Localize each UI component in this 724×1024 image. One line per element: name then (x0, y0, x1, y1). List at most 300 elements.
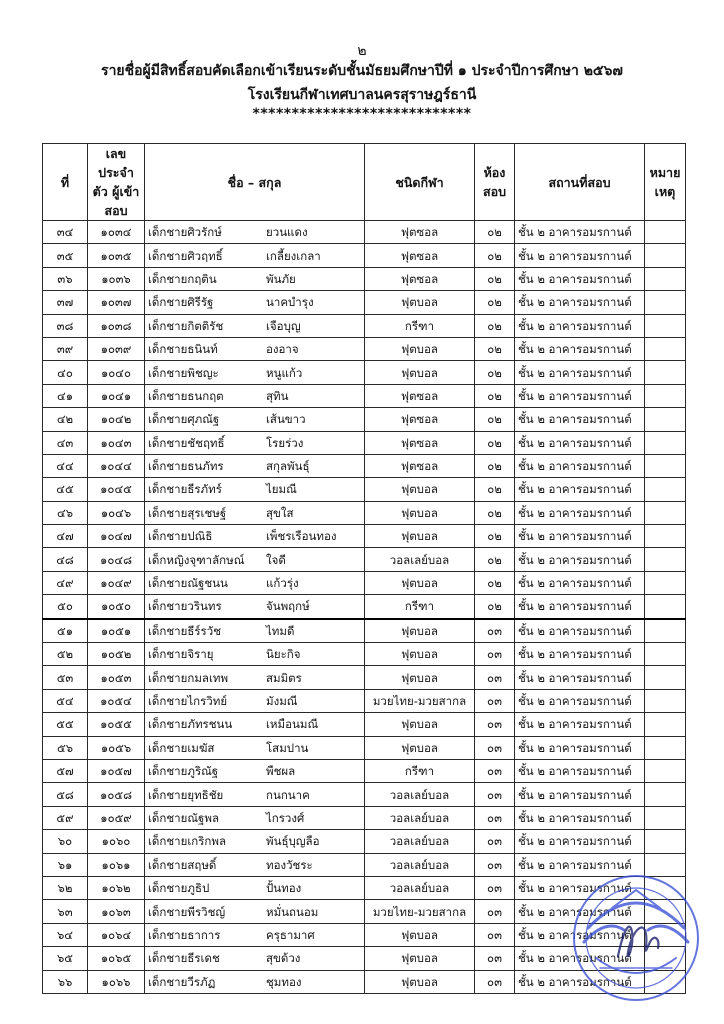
exam-room: ๐๒ (475, 408, 515, 431)
exam-venue: ชั้น ๒ อาคารอมรกานต์ (515, 454, 645, 477)
exam-venue: ชั้น ๒ อาคารอมรกานต์ (515, 830, 645, 853)
first-name: เด็กชายธนภัทร (148, 459, 224, 474)
table-row (43, 454, 686, 477)
exam-room: ๐๒ (475, 267, 515, 290)
exam-venue: ชั้น ๒ อาคารอมรกานต์ (515, 923, 645, 946)
candidate-name (145, 478, 365, 501)
exam-room: ๐๒ (475, 384, 515, 407)
candidate-id: ๑๐๓๖ (88, 267, 145, 290)
row-number: ๖๔ (43, 923, 88, 946)
row-number: ๕๔ (43, 689, 88, 712)
first-name: เด็กชายศุภณัฐ (148, 412, 220, 427)
row-number: ๖๖ (43, 970, 88, 993)
candidate-name (145, 783, 365, 806)
candidate-name (145, 221, 365, 244)
remark (645, 361, 686, 384)
exam-room: ๐๒ (475, 221, 515, 244)
candidate-name (145, 759, 365, 782)
last-name: ใจดี (266, 552, 286, 567)
first-name: เด็กชายสุรเชษฐ์ (148, 505, 227, 520)
candidate-name (145, 689, 365, 712)
row-number: ๔๘ (43, 548, 88, 571)
candidate-id: ๑๐๕๗ (88, 759, 145, 782)
row-number: ๓๙ (43, 337, 88, 360)
sport-type: ฟุตบอล (365, 619, 475, 643)
exam-venue: ชั้น ๒ อาคารอมรกานต์ (515, 947, 645, 970)
row-number: ๖๓ (43, 900, 88, 923)
last-name: โรยร่วง (266, 435, 304, 450)
last-name: หมั่นถนอม (266, 904, 319, 919)
exam-room: ๐๓ (475, 736, 515, 759)
last-name: สุขใส (266, 505, 294, 520)
row-number: ๕๘ (43, 783, 88, 806)
last-name: ครุธามาศ (266, 927, 315, 942)
exam-venue: ชั้น ๒ อาคารอมรกานต์ (515, 759, 645, 782)
first-name: เด็กชายศิวฤทธิ์ (148, 248, 223, 263)
exam-venue: ชั้น ๒ อาคารอมรกานต์ (515, 595, 645, 619)
remark (645, 830, 686, 853)
candidate-id: ๑๐๓๔ (88, 221, 145, 244)
candidate-id: ๑๐๔๘ (88, 548, 145, 571)
row-number: ๔๒ (43, 408, 88, 431)
last-name: พันธุ์บุญลือ (266, 834, 320, 849)
table-row (43, 595, 686, 619)
exam-room: ๐๒ (475, 525, 515, 548)
sport-type: กรีฑา (365, 314, 475, 337)
first-name: เด็กชายธีร์รวัช (148, 623, 221, 638)
exam-room: ๐๒ (475, 595, 515, 619)
first-name: เด็กชายธาการ (148, 927, 221, 942)
candidate-id: ๑๐๔๑ (88, 384, 145, 407)
page-number: ๒ (357, 43, 367, 59)
candidate-name (145, 830, 365, 853)
sport-type: วอลเลย์บอล (365, 853, 475, 876)
first-name: เด็กชายกิตติรัช (148, 318, 224, 333)
last-name: สมมิตร (266, 670, 302, 685)
remark (645, 431, 686, 454)
exam-venue: ชั้น ๒ อาคารอมรกานต์ (515, 643, 645, 666)
first-name: เด็กชายชัชฤทธิ์ (148, 435, 225, 450)
sport-type: ฟุตบอล (365, 478, 475, 501)
exam-venue: ชั้น ๒ อาคารอมรกานต์ (515, 806, 645, 829)
sport-type: ฟุตบอล (365, 736, 475, 759)
candidate-id: ๑๐๖๔ (88, 923, 145, 946)
candidate-id: ๑๐๖๐ (88, 830, 145, 853)
first-name: เด็กชายกมลเทพ (148, 670, 229, 685)
remark (645, 478, 686, 501)
candidate-id: ๑๐๔๗ (88, 525, 145, 548)
exam-room: ๐๓ (475, 643, 515, 666)
first-name: เด็กชายณัฐชนน (148, 576, 228, 591)
first-name: เด็กชายสฤษดิ์ (148, 857, 217, 872)
row-number: ๖๐ (43, 830, 88, 853)
exam-room: ๐๒ (475, 361, 515, 384)
sport-type: ฟุตซอล (365, 221, 475, 244)
remark (645, 314, 686, 337)
sport-type: ฟุตบอล (365, 923, 475, 946)
last-name: ชุมทอง (266, 974, 302, 989)
candidate-name (145, 876, 365, 899)
sport-type: วอลเลย์บอล (365, 876, 475, 899)
table-row (43, 525, 686, 548)
table-row (43, 314, 686, 337)
remark (645, 244, 686, 267)
candidate-name (145, 947, 365, 970)
candidate-name (145, 923, 365, 946)
sport-type: วอลเลย์บอล (365, 830, 475, 853)
sport-type: กรีฑา (365, 595, 475, 619)
header-room: ห้อง สอบ (475, 144, 515, 221)
candidate-name (145, 548, 365, 571)
exam-venue: ชั้น ๒ อาคารอมรกานต์ (515, 548, 645, 571)
candidate-name (145, 408, 365, 431)
exam-room: ๐๓ (475, 689, 515, 712)
remark (645, 291, 686, 314)
candidate-name (145, 337, 365, 360)
exam-room: ๐๓ (475, 713, 515, 736)
sport-type: มวยไทย-มวยสากล (365, 689, 475, 712)
last-name: ทองวัชระ (266, 857, 313, 872)
exam-venue: ชั้น ๒ อาคารอมรกานต์ (515, 337, 645, 360)
exam-venue: ชั้น ๒ อาคารอมรกานต์ (515, 689, 645, 712)
row-number: ๖๒ (43, 876, 88, 899)
exam-room: ๐๒ (475, 454, 515, 477)
remark (645, 689, 686, 712)
sport-type: วอลเลย์บอล (365, 548, 475, 571)
first-name: เด็กชายธนินท์ (148, 342, 218, 357)
table-row (43, 806, 686, 829)
remark (645, 501, 686, 524)
exam-venue: ชั้น ๒ อาคารอมรกานต์ (515, 713, 645, 736)
exam-venue: ชั้น ๒ อาคารอมรกานต์ (515, 221, 645, 244)
last-name: ไกรวงศ์ (266, 810, 305, 825)
remark (645, 595, 686, 619)
row-number: ๕๐ (43, 595, 88, 619)
row-number: ๖๕ (43, 947, 88, 970)
table-row (43, 619, 686, 643)
sport-type: ฟุตซอล (365, 454, 475, 477)
last-name: เพ็ชรเรือนทอง (266, 529, 337, 544)
exam-room: ๐๒ (475, 478, 515, 501)
first-name: เด็กชายยุทธิชัย (148, 787, 224, 802)
exam-venue: ชั้น ๒ อาคารอมรกานต์ (515, 970, 645, 993)
sport-type: ฟุตบอล (365, 947, 475, 970)
last-name: ปั้นทอง (266, 881, 302, 896)
first-name: เด็กชายพิชญะ (148, 365, 219, 380)
row-number: ๔๙ (43, 571, 88, 594)
exam-room: ๐๒ (475, 548, 515, 571)
last-name: เกลี้ยงเกลา (266, 248, 321, 263)
remark (645, 713, 686, 736)
remark (645, 736, 686, 759)
last-name: เจือบุญ (266, 318, 301, 333)
row-number: ๓๕ (43, 244, 88, 267)
candidate-name (145, 361, 365, 384)
exam-venue: ชั้น ๒ อาคารอมรกานต์ (515, 431, 645, 454)
remark (645, 525, 686, 548)
table-row (43, 408, 686, 431)
last-name: หนูแก้ว (266, 365, 303, 380)
exam-room: ๐๒ (475, 337, 515, 360)
exam-venue: ชั้น ๒ อาคารอมรกานต์ (515, 244, 645, 267)
exam-room: ๐๓ (475, 853, 515, 876)
last-name: นาคบำรุง (266, 295, 314, 310)
table-row (43, 337, 686, 360)
candidate-name (145, 244, 365, 267)
table-row (43, 478, 686, 501)
last-name: สุขด้วง (266, 951, 301, 966)
exam-venue: ชั้น ๒ อาคารอมรกานต์ (515, 361, 645, 384)
table-row (43, 713, 686, 736)
exam-venue: ชั้น ๒ อาคารอมรกานต์ (515, 314, 645, 337)
candidate-table (42, 143, 686, 994)
candidate-name (145, 267, 365, 290)
sport-type: ฟุตซอล (365, 408, 475, 431)
sport-type: ฟุตบอล (365, 337, 475, 360)
row-number: ๕๙ (43, 806, 88, 829)
first-name: เด็กชายศิวรักษ์ (148, 225, 222, 240)
candidate-id: ๑๐๕๖ (88, 736, 145, 759)
row-number: ๔๔ (43, 454, 88, 477)
first-name: เด็กชายไกรวิทย์ (148, 694, 228, 708)
last-name: เส้นขาว (266, 412, 306, 427)
sport-type: ฟุตบอล (365, 643, 475, 666)
table-row (43, 830, 686, 853)
header-remark: หมาย เหตุ (645, 144, 686, 221)
sport-type: วอลเลย์บอล (365, 806, 475, 829)
candidate-name (145, 736, 365, 759)
first-name: เด็กชายเกริกพล (148, 834, 227, 849)
sport-type: วอลเลย์บอล (365, 783, 475, 806)
candidate-id: ๑๐๖๒ (88, 876, 145, 899)
candidate-name (145, 454, 365, 477)
candidate-id: ๑๐๓๗ (88, 291, 145, 314)
table-row (43, 783, 686, 806)
first-name: เด็กหญิงจุฑาลักษณ์ (148, 552, 245, 567)
first-name: เด็กชายภูธิป (148, 881, 210, 896)
exam-room: ๐๓ (475, 783, 515, 806)
header-no: ที่ (43, 144, 88, 221)
candidate-name (145, 806, 365, 829)
table-row (43, 501, 686, 524)
candidate-id: ๑๐๔๒ (88, 408, 145, 431)
last-name: จันพฤกษ์ (266, 599, 310, 614)
sport-type: ฟุตบอล (365, 666, 475, 689)
last-name: โสมปาน (266, 740, 309, 755)
candidate-name (145, 619, 365, 643)
exam-room: ๐๓ (475, 806, 515, 829)
row-number: ๖๑ (43, 853, 88, 876)
candidate-id: ๑๐๔๔ (88, 454, 145, 477)
exam-room: ๐๓ (475, 619, 515, 643)
last-name: องอาจ (266, 342, 299, 357)
row-number: ๕๑ (43, 619, 88, 643)
row-number: ๓๘ (43, 314, 88, 337)
remark (645, 454, 686, 477)
table-header-row (43, 144, 686, 221)
candidate-name (145, 713, 365, 736)
exam-venue: ชั้น ๒ อาคารอมรกานต์ (515, 501, 645, 524)
table-row (43, 384, 686, 407)
header-name: ชื่อ – สกุล (145, 144, 365, 221)
remark (645, 783, 686, 806)
last-name: ยวนแดง (266, 225, 308, 240)
row-number: ๔๕ (43, 478, 88, 501)
exam-venue: ชั้น ๒ อาคารอมรกานต์ (515, 478, 645, 501)
exam-venue: ชั้น ๒ อาคารอมรกานต์ (515, 853, 645, 876)
sport-type: ฟุตซอล (365, 431, 475, 454)
exam-room: ๐๓ (475, 666, 515, 689)
table-row (43, 736, 686, 759)
candidate-name (145, 314, 365, 337)
row-number: ๔๓ (43, 431, 88, 454)
first-name: เด็กชายภูริณัฐ (148, 764, 219, 779)
row-number: ๔๖ (43, 501, 88, 524)
header-id: เลข ประจำตัว ผู้เข้าสอบ (88, 144, 145, 221)
row-number: ๓๗ (43, 291, 88, 314)
table-row (43, 267, 686, 290)
table-row (43, 759, 686, 782)
row-number: ๕๕ (43, 713, 88, 736)
remark (645, 806, 686, 829)
candidate-id: ๑๐๖๑ (88, 853, 145, 876)
candidate-name (145, 595, 365, 619)
candidate-id: ๑๐๕๔ (88, 689, 145, 712)
sport-type: ฟุตบอล (365, 525, 475, 548)
candidate-id: ๑๐๕๑ (88, 619, 145, 643)
exam-room: ๐๒ (475, 291, 515, 314)
first-name: เด็กชายธีรเดช (148, 951, 220, 966)
candidate-id: ๑๐๕๐ (88, 595, 145, 619)
candidate-id: ๑๐๖๕ (88, 947, 145, 970)
candidate-id: ๑๐๓๙ (88, 337, 145, 360)
remark (645, 619, 686, 643)
candidate-id: ๑๐๕๙ (88, 806, 145, 829)
first-name: เด็กชายกฤติน (148, 271, 217, 286)
sport-type: ฟุตบอล (365, 501, 475, 524)
exam-room: ๐๓ (475, 970, 515, 993)
exam-room: ๐๒ (475, 571, 515, 594)
school-name: โรงเรียนกีฬาเทศบาลนครสุราษฎร์ธานี (247, 87, 477, 103)
last-name: ไยมณี (266, 482, 297, 497)
remark (645, 337, 686, 360)
candidate-id: ๑๐๕๘ (88, 783, 145, 806)
remark (645, 666, 686, 689)
candidate-id: ๑๐๔๐ (88, 361, 145, 384)
candidate-id: ๑๐๕๒ (88, 643, 145, 666)
candidate-name (145, 643, 365, 666)
first-name: เด็กชายเมฆัส (148, 740, 215, 755)
sport-type: กรีฑา (365, 759, 475, 782)
first-name: เด็กชายจิรายุ (148, 647, 214, 662)
first-name: เด็กชายวรินทร (148, 599, 222, 614)
header-sport: ชนิดกีฬา (365, 144, 475, 221)
last-name: กนกนาค (266, 787, 310, 802)
exam-room: ๐๓ (475, 830, 515, 853)
exam-venue: ชั้น ๒ อาคารอมรกานต์ (515, 571, 645, 594)
candidate-id: ๑๐๔๕ (88, 478, 145, 501)
row-number: ๔๑ (43, 384, 88, 407)
candidate-id: ๑๐๕๕ (88, 713, 145, 736)
remark (645, 759, 686, 782)
remark (645, 571, 686, 594)
table-row (43, 431, 686, 454)
first-name: เด็กชายปณิธิ (148, 529, 213, 544)
first-name: เด็กชายศิรีรัฐ (148, 295, 214, 310)
exam-venue: ชั้น ๒ อาคารอมรกานต์ (515, 384, 645, 407)
row-number: ๓๔ (43, 221, 88, 244)
school-seal-icon (566, 868, 706, 1008)
last-name: แก้วรุ่ง (266, 576, 299, 591)
first-name: เด็กชายวีรภัฏ (148, 974, 216, 989)
table-row (43, 643, 686, 666)
candidate-id: ๑๐๓๕ (88, 244, 145, 267)
table-row (43, 221, 686, 244)
exam-room: ๐๓ (475, 947, 515, 970)
candidate-id: ๑๐๔๙ (88, 571, 145, 594)
table-row (43, 361, 686, 384)
row-number: ๔๐ (43, 361, 88, 384)
first-name: เด็กชายธนกฤต (148, 388, 224, 403)
last-name: มังมณี (266, 694, 298, 708)
exam-room: ๐๒ (475, 431, 515, 454)
sport-type: มวยไทย-มวยสากล (365, 900, 475, 923)
remark (645, 548, 686, 571)
candidate-name (145, 384, 365, 407)
candidate-id: ๑๐๔๖ (88, 501, 145, 524)
table-row (43, 571, 686, 594)
last-name: พืชผล (266, 764, 296, 779)
remark (645, 221, 686, 244)
exam-venue: ชั้น ๒ อาคารอมรกานต์ (515, 291, 645, 314)
exam-room: ๐๓ (475, 900, 515, 923)
last-name: พันภัย (266, 271, 296, 286)
candidate-name (145, 853, 365, 876)
candidate-id: ๑๐๓๘ (88, 314, 145, 337)
last-name: สุทิน (266, 388, 289, 403)
sport-type: ฟุตซอล (365, 267, 475, 290)
remark (645, 384, 686, 407)
exam-venue: ชั้น ๒ อาคารอมรกานต์ (515, 267, 645, 290)
remark (645, 408, 686, 431)
sport-type: ฟุตบอล (365, 291, 475, 314)
row-number: ๕๒ (43, 643, 88, 666)
sport-type: ฟุตบอล (365, 970, 475, 993)
table-row (43, 666, 686, 689)
candidate-name (145, 525, 365, 548)
exam-venue: ชั้น ๒ อาคารอมรกานต์ (515, 619, 645, 643)
last-name: ไทมดี (266, 623, 295, 638)
exam-room: ๐๒ (475, 501, 515, 524)
candidate-name (145, 571, 365, 594)
candidate-id: ๑๐๔๓ (88, 431, 145, 454)
sport-type: ฟุตบอล (365, 713, 475, 736)
last-name: สกุลพันธุ์ (266, 459, 310, 474)
row-number: ๔๗ (43, 525, 88, 548)
candidate-name (145, 970, 365, 993)
row-number: ๕๗ (43, 759, 88, 782)
first-name: เด็กชายธีรภัทร์ (148, 482, 222, 497)
row-number: ๕๖ (43, 736, 88, 759)
sport-type: ฟุตซอล (365, 384, 475, 407)
row-number: ๓๖ (43, 267, 88, 290)
first-name: เด็กชายภัทรชนน (148, 717, 233, 732)
first-name: เด็กชายณัฐพล (148, 810, 220, 825)
sport-type: ฟุตซอล (365, 244, 475, 267)
exam-room: ๐๓ (475, 759, 515, 782)
first-name: เด็กชายพีรวิชญ์ (148, 904, 226, 919)
sport-type: ฟุตบอล (365, 361, 475, 384)
